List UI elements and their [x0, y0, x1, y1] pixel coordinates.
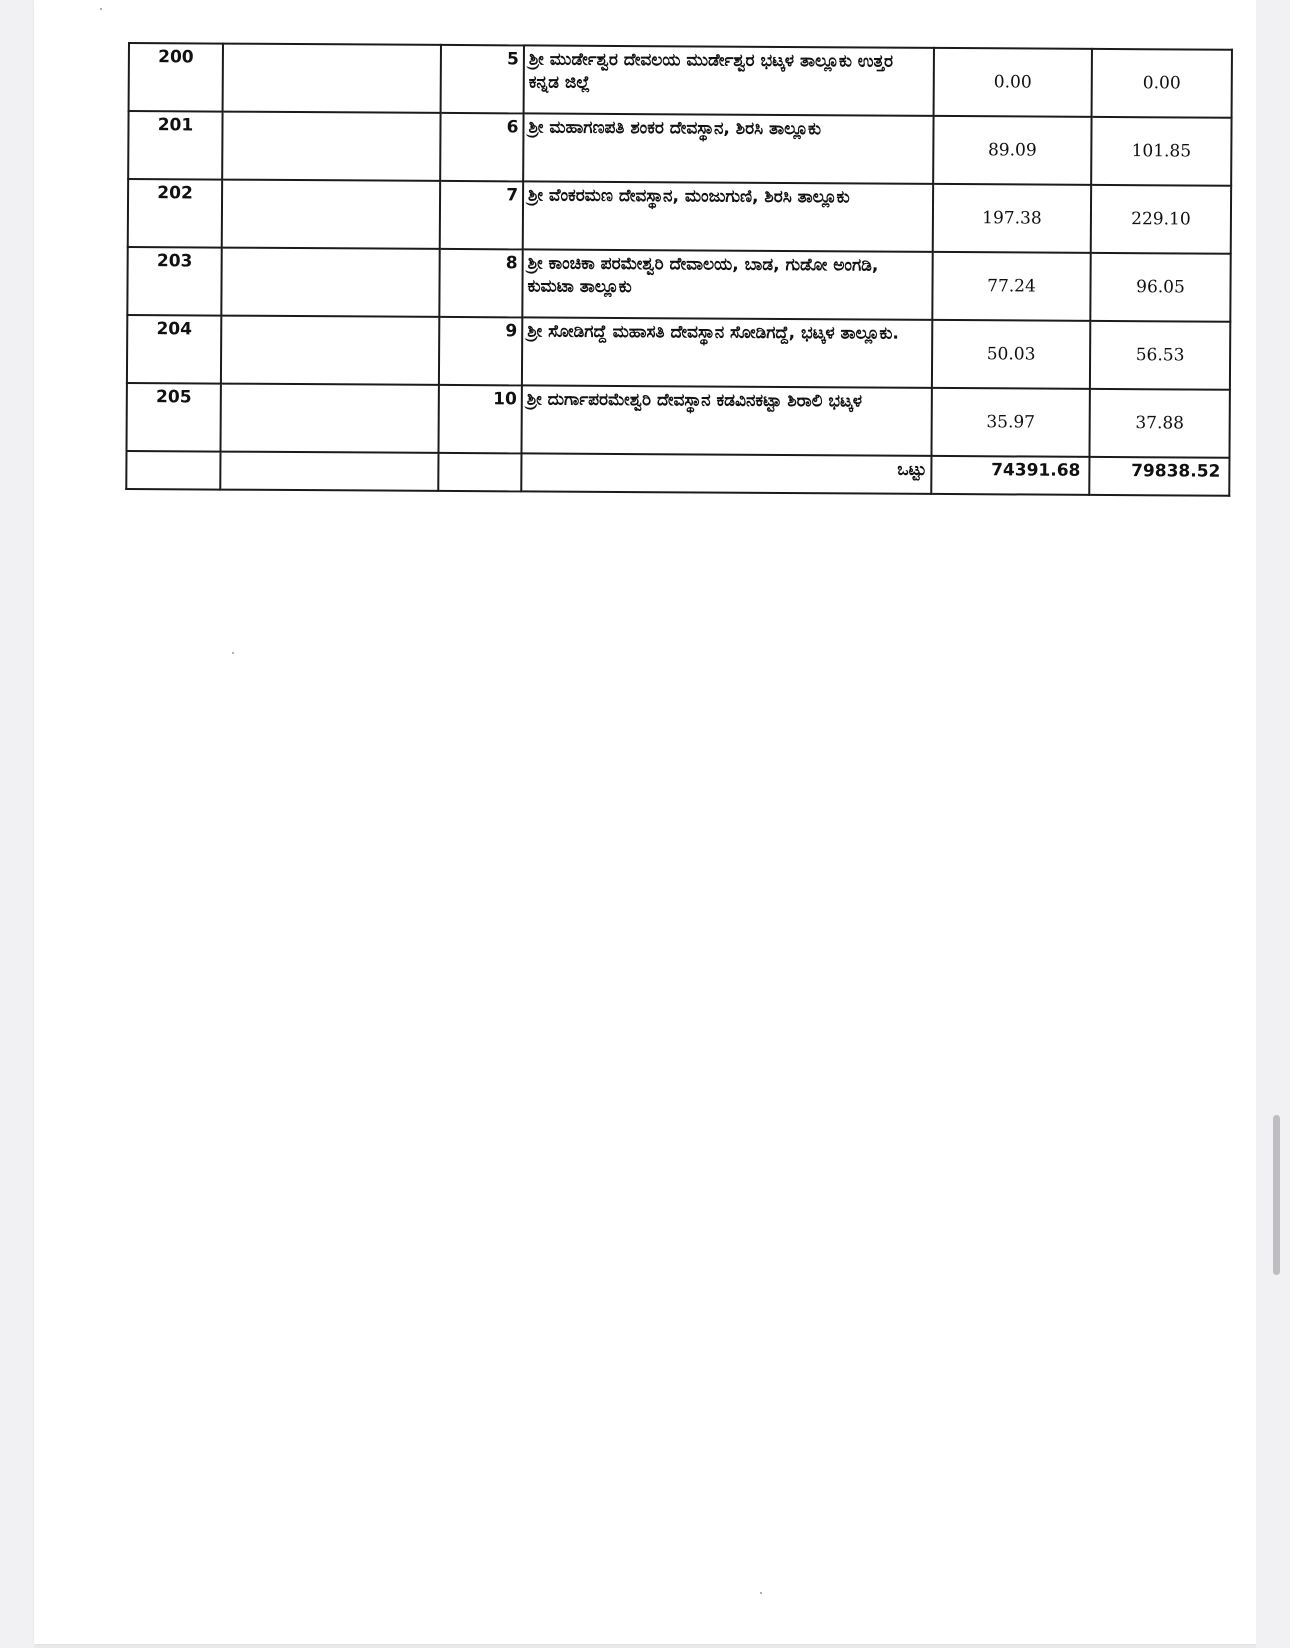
blank-cell: [222, 180, 440, 249]
table-row: [128, 111, 1231, 186]
viewer-background-right: [1256, 0, 1290, 1648]
value-1-cell: 77.24: [932, 252, 1090, 321]
table-row: [128, 179, 1231, 254]
blank-cell: [220, 452, 438, 491]
serial-number-cell: 200: [129, 43, 223, 112]
item-number-cell: 9: [439, 317, 522, 386]
serial-number-cell: 203: [127, 247, 221, 316]
table-row: [127, 315, 1230, 390]
blank-cell: [220, 384, 438, 453]
total-label: ಒಟ್ಟು: [521, 453, 931, 494]
value-2-cell: 101.85: [1091, 117, 1231, 186]
blank-cell: [222, 112, 440, 181]
vertical-scrollbar[interactable]: [1273, 1115, 1280, 1275]
item-number-cell: 10: [438, 385, 521, 454]
value-2-cell: 96.05: [1090, 253, 1230, 322]
value-1-cell: 50.03: [932, 320, 1090, 389]
serial-number-cell: 202: [128, 179, 222, 248]
item-number-cell: 5: [441, 45, 524, 114]
temple-name-cell: ಶ್ರೀ ವೆಂಕರಮಣ ದೇವಸ್ಥಾನ, ಮಂಜುಗುಣಿ, ಶಿರಸಿ ತಾಲ್ಲೂಕು: [523, 181, 933, 252]
table-row: [129, 43, 1232, 118]
value-2-cell: 0.00: [1092, 49, 1232, 118]
serial-number-cell: 201: [128, 111, 222, 180]
value-2-cell: 229.10: [1091, 185, 1231, 254]
temple-name-cell: ಶ್ರೀ ಸೋಡಿಗದ್ದೆ ಮಹಾಸತಿ ದೇವಸ್ಥಾನ ಸೋಡಿಗದ್ದೆ, ಭಟ್ಕಳ ತಾಲ್ಲೂಕು.: [522, 317, 932, 388]
item-number-cell: 8: [439, 249, 522, 318]
table-row: [127, 383, 1230, 458]
item-number-cell: 6: [440, 113, 523, 182]
viewer-background-left: [0, 0, 34, 1648]
serial-number-cell: 204: [127, 315, 221, 384]
scan-speck: [232, 652, 234, 654]
total-value-2: 79838.52: [1089, 457, 1229, 496]
table-row: [127, 247, 1230, 322]
value-1-cell: 0.00: [934, 48, 1092, 117]
temple-name-cell: ಶ್ರೀ ಮುರ್ಡೇಶ್ವರ ದೇವಲಯ ಮುರ್ಡೇಶ್ವರ ಭಟ್ಕಳ ತಾಲ್ಲೂಕು ಉತ್ತರ ಕನ್ನಡ ಜಿಲ್ಲೆ: [524, 45, 934, 116]
value-1-cell: 197.38: [933, 184, 1091, 253]
temple-name-cell: ಶ್ರೀ ಮಹಾಗಣಪತಿ ಶಂಕರ ದೇವಸ್ಥಾನ, ಶಿರಸಿ ತಾಲ್ಲೂಕು: [523, 113, 933, 184]
blank-cell: [126, 451, 220, 490]
temple-name-cell: ಶ್ರೀ ಕಾಂಚಿಕಾ ಪರಮೇಶ್ವರಿ ದೇವಾಲಯ, ಬಾಡ, ಗುಡೋ ಅಂಗಡಿ, ಕುಮಟಾ ತಾಲ್ಲೂಕು: [522, 249, 932, 320]
total-row: [126, 451, 1229, 496]
value-2-cell: 56.53: [1090, 321, 1230, 390]
total-value-1: 74391.68: [931, 456, 1089, 495]
blank-cell: [438, 453, 521, 492]
scan-speck: [760, 1592, 762, 1594]
value-1-cell: 35.97: [931, 388, 1089, 457]
blank-cell: [223, 44, 441, 113]
item-number-cell: 7: [440, 181, 523, 250]
temple-name-cell: ಶ್ರೀ ದುರ್ಗಾಪರಮೇಶ್ವರಿ ದೇವಸ್ಥಾನ ಕಡವಿನಕಟ್ಟಾ ಶಿರಾಲಿ ಭಟ್ಕಳ: [521, 385, 931, 456]
scan-speck: [100, 8, 102, 10]
blank-cell: [221, 316, 439, 385]
temple-income-table: [125, 42, 1233, 497]
value-1-cell: 89.09: [933, 116, 1091, 185]
blank-cell: [221, 248, 439, 317]
serial-number-cell: 205: [127, 383, 221, 452]
value-2-cell: 37.88: [1089, 389, 1229, 458]
